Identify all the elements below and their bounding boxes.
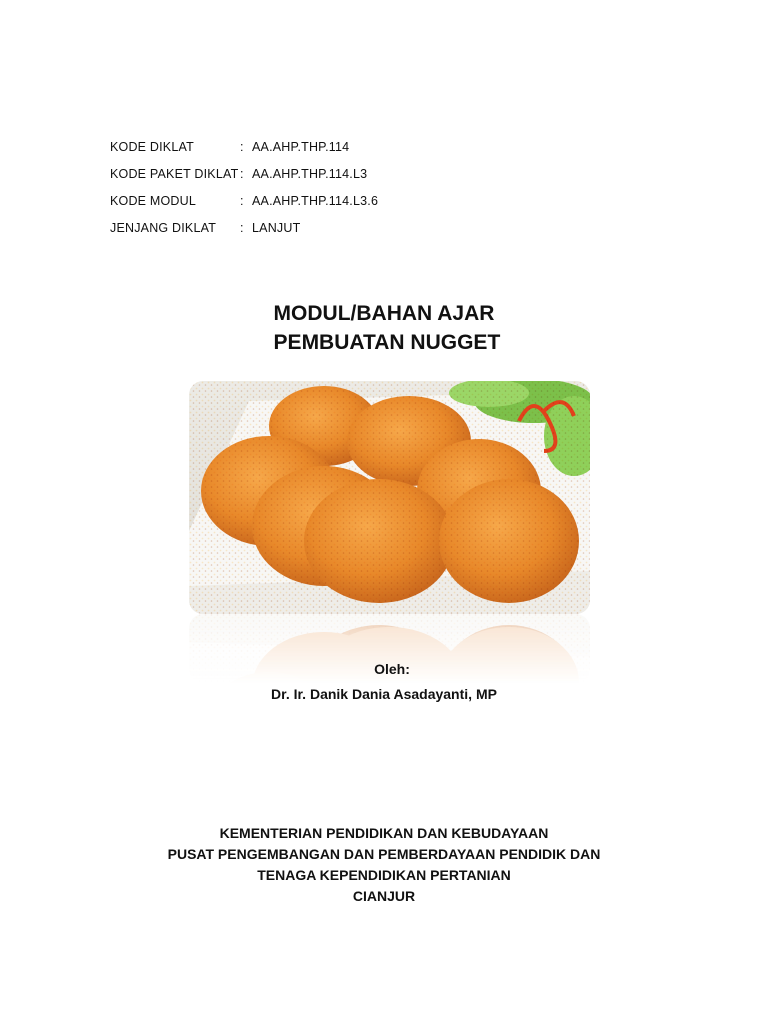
author-label: Oleh:: [374, 661, 410, 677]
meta-key: KODE PAKET DIKLAT: [110, 167, 239, 181]
author-block: [0, 657, 768, 707]
module-title-line-1: MODUL/BAHAN AJAR: [273, 302, 495, 325]
meta-key: KODE DIKLAT: [110, 140, 194, 154]
meta-colon: :: [240, 140, 244, 154]
meta-value: AA.AHP.THP.114.L3: [252, 167, 368, 181]
meta-row-kode-paket-diklat: [110, 167, 378, 194]
module-title: [0, 299, 768, 357]
nugget-pile: [189, 381, 590, 614]
meta-value: AA.AHP.THP.114: [252, 140, 350, 154]
meta-value: AA.AHP.THP.114.L3.6: [252, 194, 379, 208]
meta-key: KODE MODUL: [110, 194, 197, 208]
meta-colon: :: [240, 167, 244, 181]
meta-row-jenjang-diklat: [110, 221, 378, 248]
meta-colon: :: [240, 194, 244, 208]
institution-line-4: CIANJUR: [352, 888, 416, 904]
meta-row-kode-modul: [110, 194, 378, 221]
meta-key: JENJANG DIKLAT: [110, 221, 217, 235]
institution-line-1: KEMENTERIAN PENDIDIKAN DAN KEBUDAYAAN: [219, 825, 549, 841]
module-title-line-2: PEMBUATAN NUGGET: [267, 331, 501, 354]
nugget-photo: [189, 381, 590, 614]
institution-line-2: PUSAT PENGEMBANGAN DAN PEMBERDAYAAN PENDIDIK DAN: [167, 846, 601, 862]
meta-value: LANJUT: [252, 221, 301, 235]
meta-colon: :: [240, 221, 244, 235]
meta-row-kode-diklat: [110, 140, 378, 167]
author-name: Dr. Ir. Danik Dania Asadayanti, MP: [271, 686, 497, 702]
training-code-block: [110, 140, 378, 248]
nugget-illustration: [189, 381, 590, 614]
institution-line-3: TENAGA KEPENDIDIKAN PERTANIAN: [257, 867, 511, 883]
institution-block: [0, 823, 768, 907]
